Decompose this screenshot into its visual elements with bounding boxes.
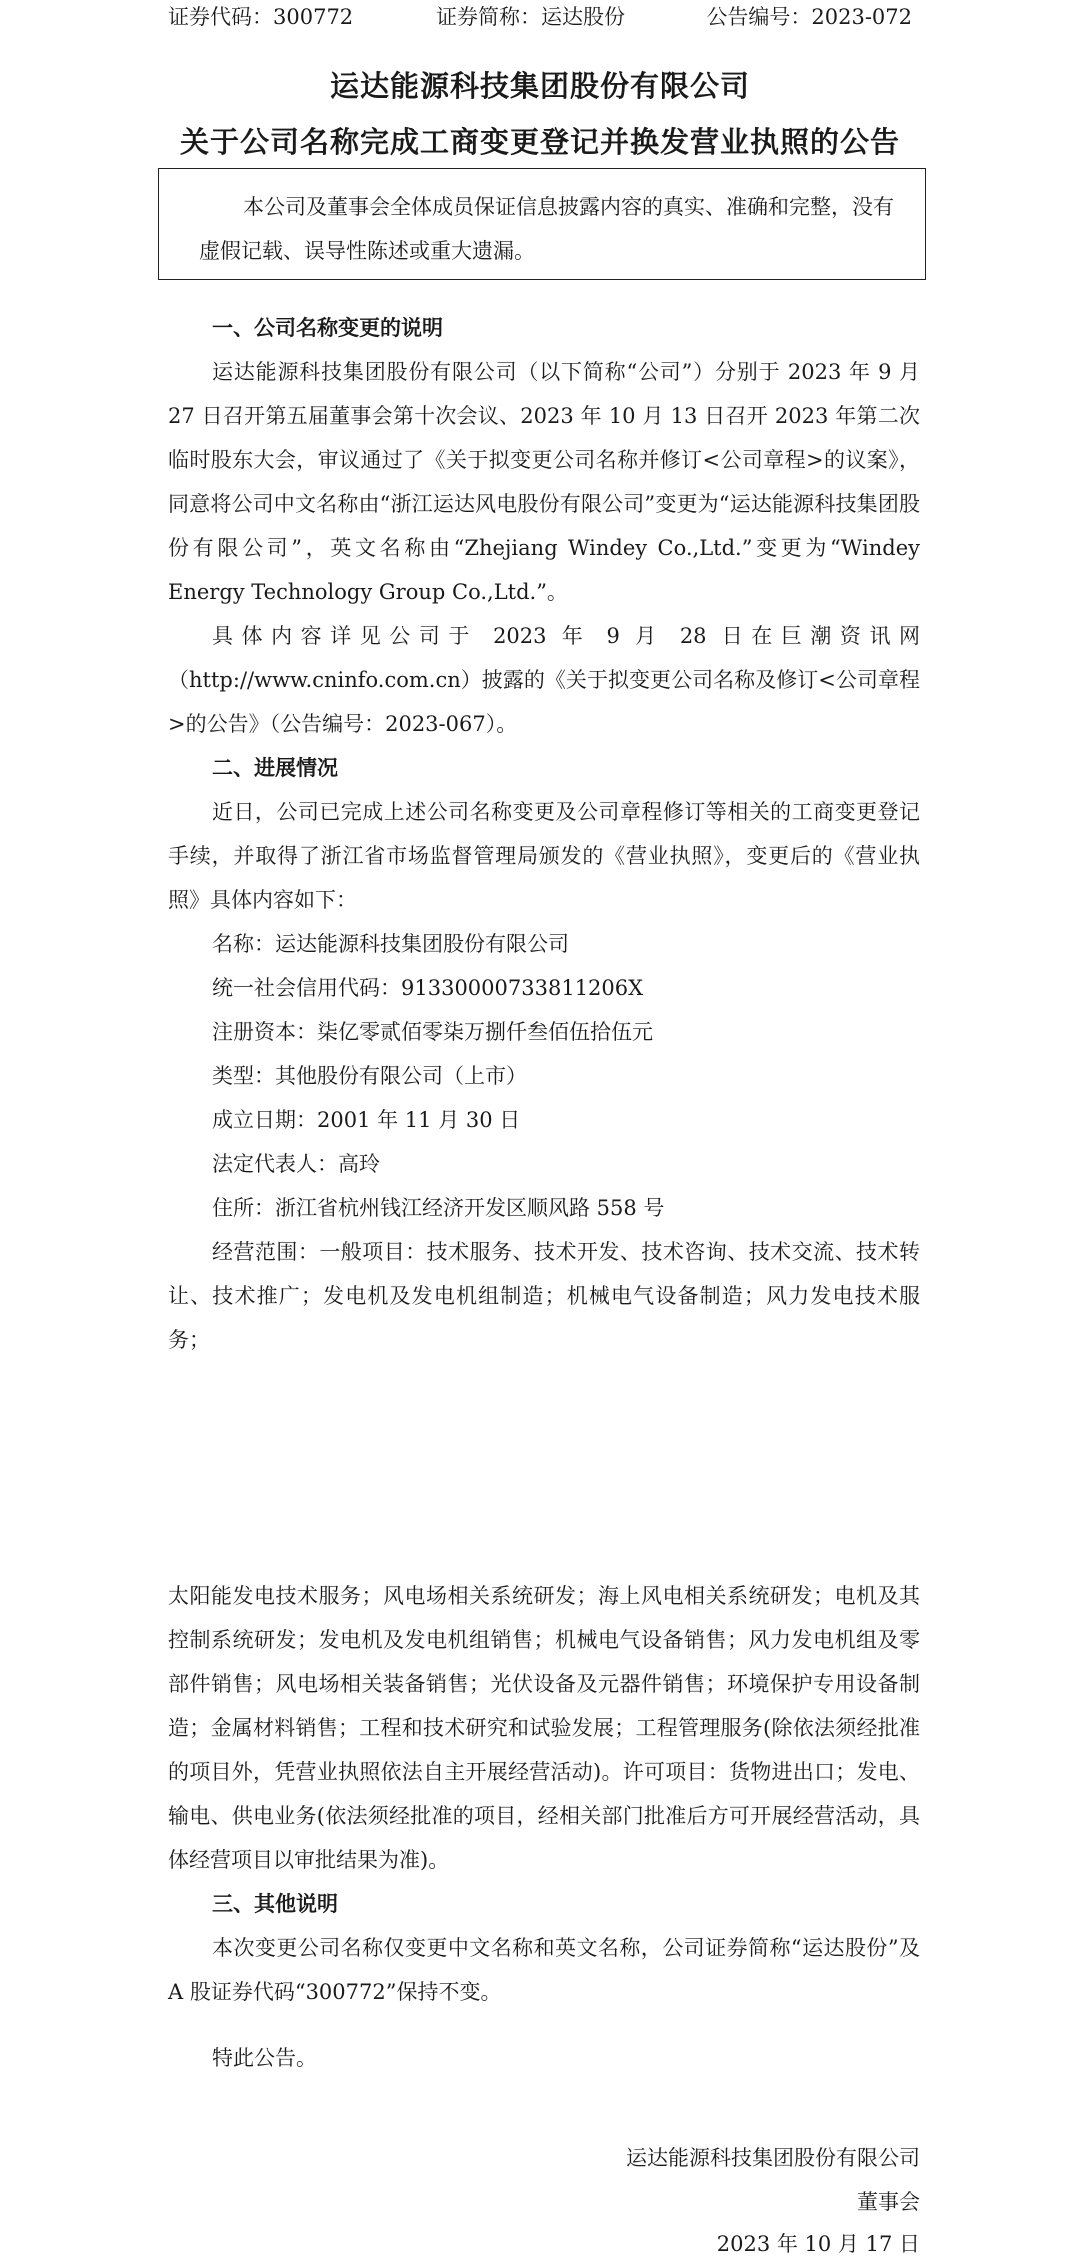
signature-board: 董事会 bbox=[857, 2190, 920, 2214]
signature-company: 运达能源科技集团股份有限公司 bbox=[626, 2146, 920, 2170]
announcement-number: 公告编号：2023-072 bbox=[706, 5, 912, 29]
section2-paragraph-1: 近日，公司已完成上述公司名称变更及公司章程修订等相关的工商变更登记手续，并取得了浙江省市场监督管理局颁发的《营业执照》，变更后的《营业执照》具体内容如下： bbox=[168, 800, 920, 912]
closing-statement: 特此公告。 bbox=[212, 2046, 317, 2070]
announcement-title: 关于公司名称完成工商变更登记并换发营业执照的公告 bbox=[179, 125, 900, 159]
company-title: 运达能源科技集团股份有限公司 bbox=[329, 69, 750, 103]
license-name: 名称：运达能源科技集团股份有限公司 bbox=[212, 932, 569, 956]
security-code: 证券代码：300772 bbox=[168, 5, 354, 29]
document-header bbox=[168, 0, 912, 34]
section1-paragraph-2: 具体内容详见公司于 2023 年 9 月 28 日在巨潮资讯网（http://www.cninfo.com.cn）披露的《关于拟变更公司名称及修订<公司章程>的公告》（公告编号：2023-067）。 bbox=[168, 624, 920, 736]
license-legal-representative: 法定代表人：高玲 bbox=[212, 1152, 380, 1176]
license-address: 住所：浙江省杭州钱江经济开发区顺风路 558 号 bbox=[212, 1196, 665, 1220]
disclaimer-box: 本公司及董事会全体成员保证信息披露内容的真实、准确和完整，没有虚假记载、误导性陈述或重大遗漏。 bbox=[158, 168, 926, 280]
section1-heading: 一、公司名称变更的说明 bbox=[212, 316, 443, 340]
section2-heading: 二、进展情况 bbox=[212, 756, 338, 780]
section1-paragraph-1: 运达能源科技集团股份有限公司（以下简称“公司”）分别于 2023 年 9 月 27 日召开第五届董事会第十次会议、2023 年 10 月 13 日召开 2023 年第二次临时股东大会，审议通过了《关于拟变更公司名称并修订<公司章程>的议案》，同意将公司中文名称由“浙江运达风电股份有限公司”变更为“运达能源科技集团股份有限公司”，英文名称由“Zhejiang Windey Co.,Ltd.”变更为“Windey Energy Technology Group Co.,Ltd.”。 bbox=[168, 360, 920, 604]
business-scope-part-1: 经营范围：一般项目：技术服务、技术开发、技术咨询、技术交流、技术转让、技术推广；发电机及发电机组制造；机械电气设备制造；风力发电技术服务； bbox=[168, 1240, 920, 1352]
section3-heading: 三、其他说明 bbox=[212, 1892, 338, 1916]
license-established-date: 成立日期：2001 年 11 月 30 日 bbox=[212, 1108, 521, 1132]
section3-paragraph-1: 本次变更公司名称仅变更中文名称和英文名称，公司证券简称“运达股份”及 A 股证券代码“300772”保持不变。 bbox=[168, 1936, 920, 2004]
license-type: 类型：其他股份有限公司（上市） bbox=[212, 1064, 527, 1088]
security-abbreviation: 证券简称：运达股份 bbox=[436, 5, 625, 29]
business-scope-part-2: 太阳能发电技术服务；风电场相关系统研发；海上风电相关系统研发；电机及其控制系统研发；发电机及发电机组销售；机械电气设备销售；风力发电机组及零部件销售；风电场相关装备销售；光伏设备及元器件销售；环境保护专用设备制造；金属材料销售；工程和技术研究和试验发展；工程管理服务(除依法须经批准的项目外，凭营业执照依法自主开展经营活动)。许可项目：货物进出口；发电、输电、供电业务(依法须经批准的项目，经相关部门批准后方可开展经营活动，具体经营项目以审批结果为准)。 bbox=[168, 1584, 920, 1872]
license-credit-code: 统一社会信用代码：91330000733811206X bbox=[212, 976, 644, 1000]
signature-date: 2023 年 10 月 17 日 bbox=[716, 2232, 920, 2256]
license-registered-capital: 注册资本：柒亿零贰佰零柒万捌仟叁佰伍拾伍元 bbox=[212, 1020, 653, 1044]
